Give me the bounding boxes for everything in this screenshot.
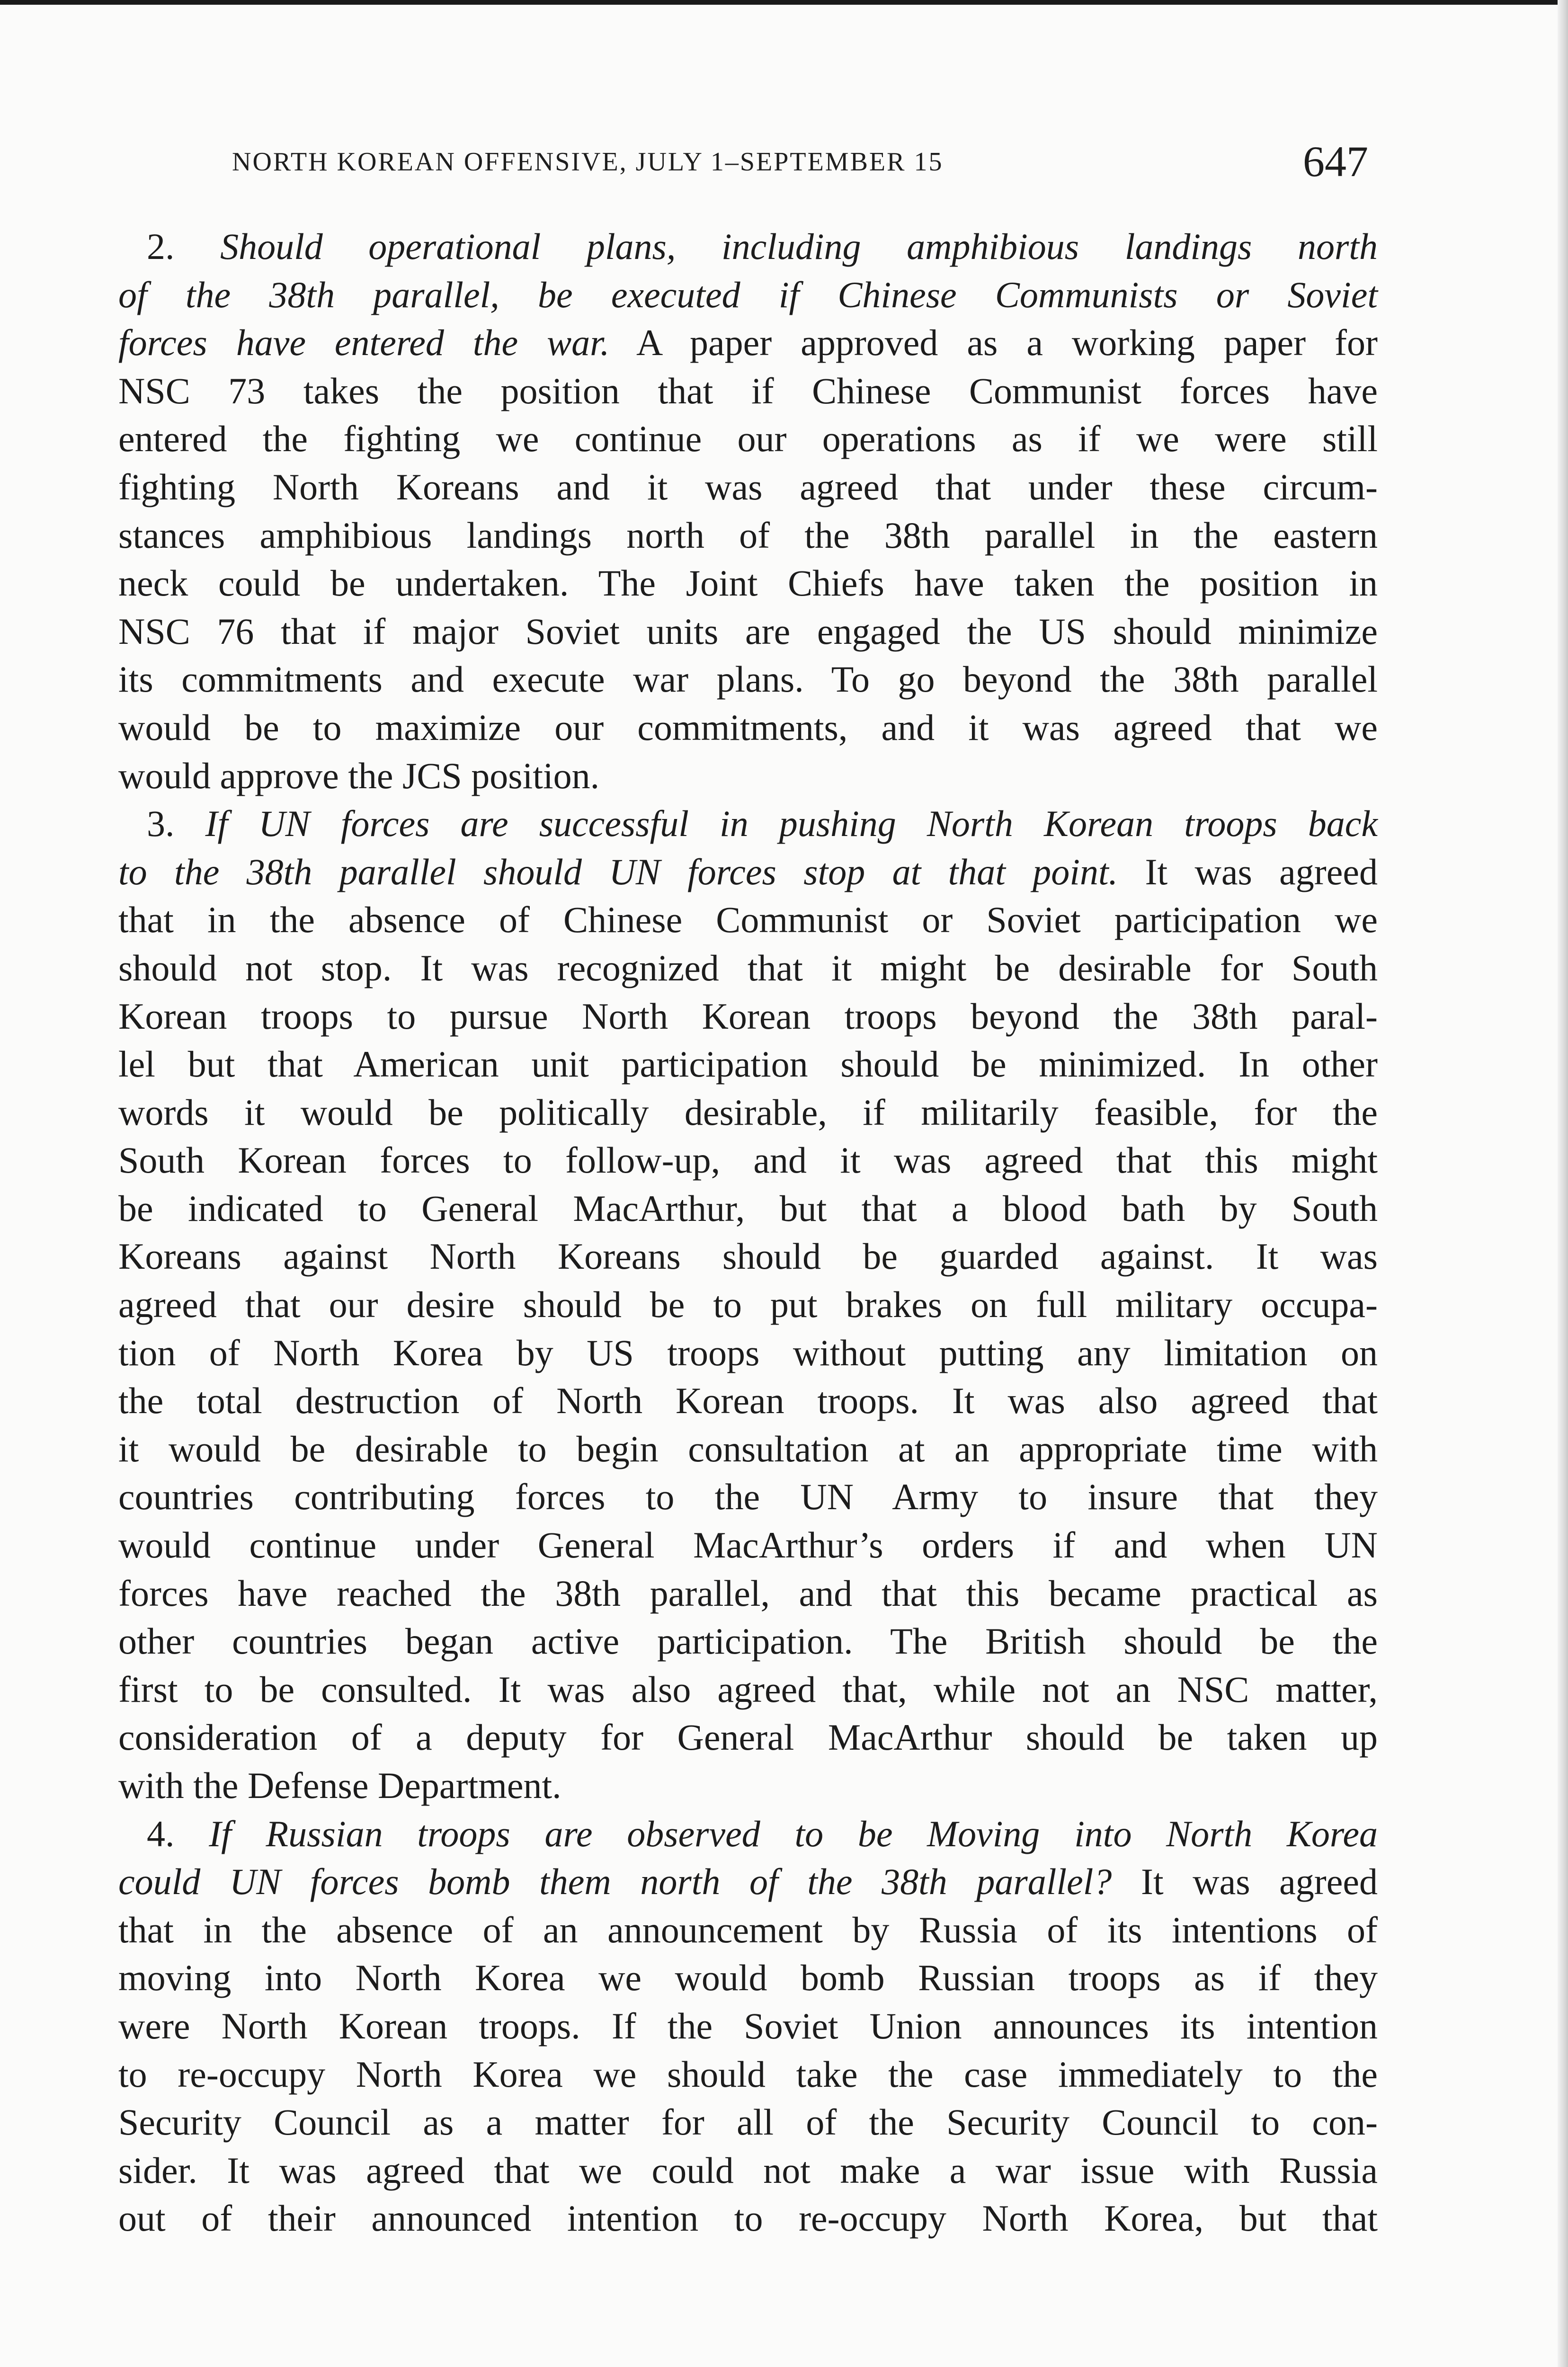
answer-text: It was agreed [1112,1861,1378,1903]
text-line: it would be desirable to begin consultation at an appropriate time with [118,1428,1378,1469]
text-line [118,319,1378,367]
running-head [118,136,1368,193]
text-line: the total destruction of North Korean troops. It was also agreed that [118,1380,1378,1422]
text-line: NSC 73 takes the position that if Chinese Communist forces have [118,370,1378,411]
answer-text: It was agreed [1118,851,1378,892]
answer-text: A paper approved as a working paper for [609,322,1378,364]
text-line: would be to maximize our commitments, and it was agreed that we [118,706,1378,748]
question-text: forces have entered the war. [118,322,610,364]
item-number: 4. [147,1813,209,1854]
text-line: entered the fighting we continue our operations as if we were still [118,418,1378,460]
body-text [118,222,1378,2242]
text-line: stances amphibious landings north of the 38th parallel in the eastern [118,514,1378,556]
text-line: Koreans against North Koreans should be guarded against. It was [118,1236,1378,1277]
page-number: 647 [1303,137,1368,186]
text-line: neck could be undertaken. The Joint Chiefs have taken the position in [118,562,1378,604]
text-line: NSC 76 that if major Soviet units are engaged the US should minimize [118,610,1378,652]
text-line: be indicated to General MacArthur, but that a blood bath by South [118,1187,1378,1229]
text-line: South Korean forces to follow-up, and it was agreed that this might [118,1139,1378,1181]
text-line [118,222,1378,271]
text-line: that in the absence of Chinese Communist or Soviet participation we [118,899,1378,941]
question-text: If UN forces are successful in pushing North Korean troops back [205,803,1378,845]
text-line: countries contributing forces to the UN Army to insure that they [118,1476,1378,1518]
item-number: 2. [147,226,221,267]
text-line: words it would be politically desirable, if militarily feasible, for the [118,1091,1378,1133]
text-line: should not stop. It was recognized that it might be desirable for South [118,947,1378,988]
text-line: would continue under General MacArthur’s orders if and when UN [118,1524,1378,1566]
scan-top-edge [0,0,1568,5]
item-number: 3. [147,803,205,845]
text-line: out of their announced intention to re-occupy North Korea, but that [118,2198,1378,2239]
scan-right-edge [1558,0,1568,2367]
text-line: were North Korean troops. If the Soviet Union announces its intention [118,2005,1378,2047]
running-title: NORTH KOREAN OFFENSIVE, JULY 1–SEPTEMBER 15 [232,147,944,177]
text-line: that in the absence of an announcement by Russia of its intentions of [118,1909,1378,1950]
text-line: its commitments and execute war plans. To go beyond the 38th parallel [118,658,1378,700]
text-line: consideration of a deputy for General MacArthur should be taken up [118,1717,1378,1758]
text-line [118,1858,1378,1906]
question-text: Should operational plans, including amphibious landings north [220,226,1378,267]
text-line: fighting North Koreans and it was agreed that under these circum- [118,466,1378,507]
text-line [118,800,1378,848]
text-line [118,848,1378,896]
text-line: to re-occupy North Korea we should take the case immediately to the [118,2053,1378,2095]
text-line: Security Council as a matter for all of the Security Council to con- [118,2101,1378,2143]
question-text: could UN forces bomb them north of the 38th parallel? [118,1861,1112,1903]
text-line: with the Defense Department. [118,1765,561,1806]
question-text: If Russian troops are observed to be Moving into North Korea [209,1813,1378,1854]
text-line: moving into North Korea we would bomb Russian troops as if they [118,1957,1378,1999]
question-text: to the 38th parallel should UN forces stop at that point. [118,851,1118,892]
text-line: other countries began active participation. The British should be the [118,1620,1378,1662]
text-line: forces have reached the 38th parallel, and that this became practical as [118,1572,1378,1614]
question-text: of the 38th parallel, be executed if Chinese Communists or Soviet [118,274,1378,315]
text-line: agreed that our desire should be to put brakes on full military occupa- [118,1284,1378,1326]
text-line: sider. It was agreed that we could not make a war issue with Russia [118,2149,1378,2191]
text-line: Korean troops to pursue North Korean troops beyond the 38th paral- [118,995,1378,1037]
text-line: tion of North Korea by US troops without putting any limitation on [118,1332,1378,1373]
text-line: lel but that American unit participation should be minimized. In other [118,1043,1378,1085]
text-line: first to be consulted. It was also agreed that, while not an NSC matter, [118,1668,1378,1710]
text-line: would approve the JCS position. [118,755,600,796]
text-line [118,1810,1378,1858]
